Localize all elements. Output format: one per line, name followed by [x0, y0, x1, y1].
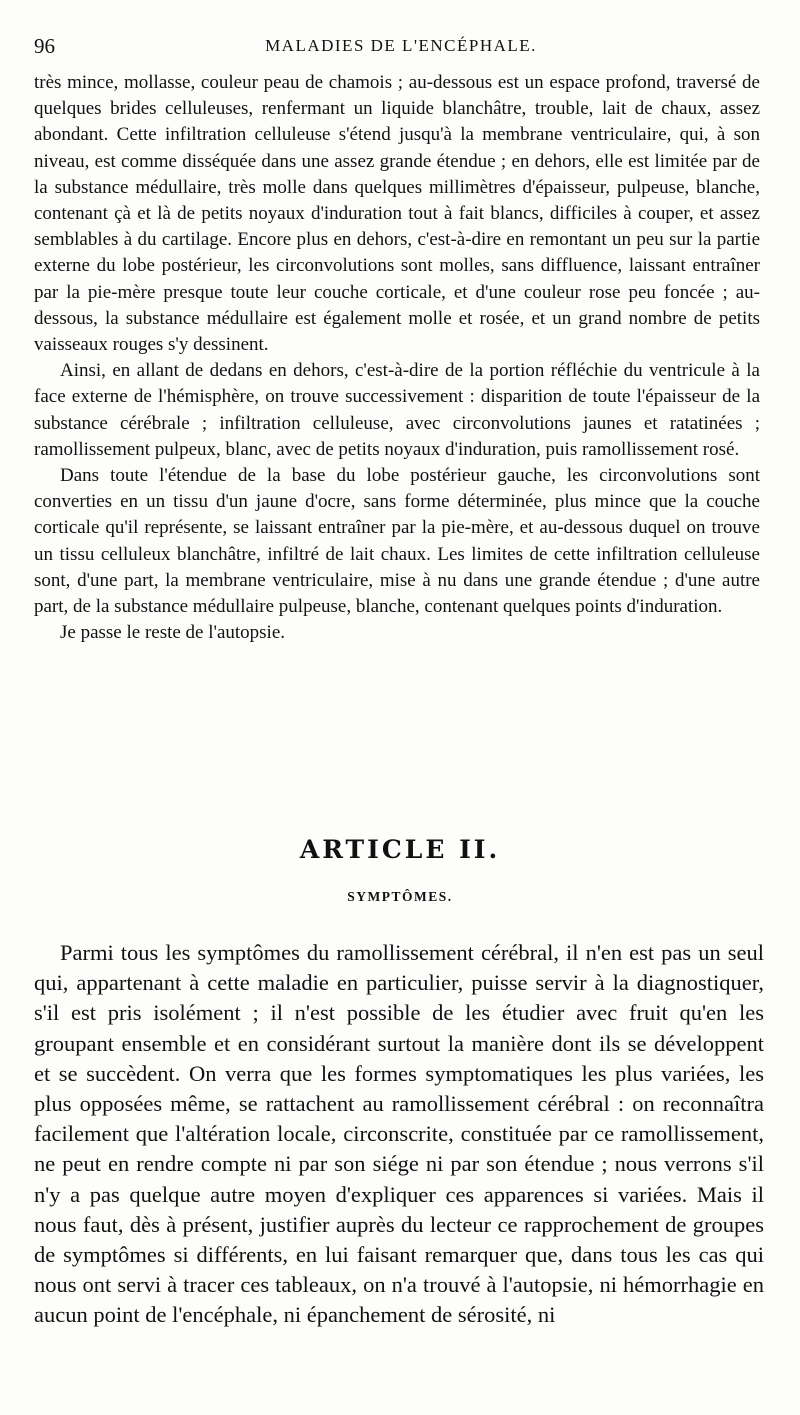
symptoms-text: [34, 938, 764, 1331]
running-title: MALADIES DE L'ENCÉPHALE.: [265, 36, 537, 55]
autopsy-text: [34, 70, 760, 646]
paragraph-summary: Ainsi, en allant de dedans en dehors, c'est-à-dire de la portion réfléchie du ventricule à la face externe de l'hémisphère, on trouve successivement : disparition de toute l'épaisseur de la substance cérébrale ; infiltration celluleuse, avec circonvolutions jaunes et ratatinées ; ramollissement pulpeux, blanc, avec de petits noyaux d'induration, puis ramollissement rosé.: [34, 360, 760, 460]
paragraph-base-lobe: Dans toute l'étendue de la base du lobe postérieur gauche, les circonvolutions sont converties en un tissu d'un jaune d'ocre, sans forme déterminée, plus mince que la couche corticale qu'il représente, se laissant entraîner par la pie-mère, et au-dessous duquel on trouve un tissu celluleux blanchâtre, infiltré de lait chaux. Les limites de cette infiltration celluleuse sont, d'une part, la membrane ventriculaire, mise à nu dans une grande étendue ; d'une autre part, de la substance médullaire pulpeuse, blanche, contenant quelques points d'induration.: [34, 465, 760, 618]
paragraph-symptoms: Parmi tous les symptômes du ramollissement cérébral, il n'en est pas un seul qui, appartenant à cette maladie en particulier, puisse servir à la diagnostiquer, s'il est pris isolément ; il n'est possible de les étudier avec fruit qu'en les groupant ensemble et en considérant surtout la manière dont ils se développent et se succèdent. On verra que les formes symptomatiques les plus variées, les plus opposées même, se rattachent au ramollissement cérébral : on reconnaîtra facilement que l'altération locale, circonscrite, constituée par ce ramollissement, ne peut en rendre compte ni par son siége ni par son étendue ; nous verrons s'il n'y a pas quelque autre moyen d'expliquer ces apparences si variées. Mais il nous faut, dès à présent, justifier auprès du lecteur ce rapprochement de groupes de symptômes si différents, en lui faisant remarquer que, dans tous les cas qui nous ont servi à tracer ces tableaux, on n'a trouvé à l'autopsie, ni hémorrhagie en aucun point de l'encéphale, ni épanchement de sérosité, ni: [34, 940, 764, 1328]
page-number: 96: [34, 34, 55, 58]
running-head: [30, 34, 772, 60]
article-title: ARTICLE II.: [299, 835, 501, 864]
paragraph-closing: Je passe le reste de l'autopsie.: [60, 622, 286, 644]
section-title: SYMPTÔMES.: [347, 889, 453, 904]
paragraph-continued: très mince, mollasse, couleur peau de chamois ; au-dessous est un espace profond, traversé de quelques brides celluleuses, renfermant un liquide blanchâtre, trouble, lait de chaux, assez abondant. Cette infiltration celluleuse s'étend jusqu'à la membrane ventriculaire, qui, à son niveau, est comme disséquée dans une assez grande étendue ; en dehors, elle est limitée par de la substance médullaire, très molle dans quelques millimètres d'épaisseur, pulpeuse, blanche, contenant çà et là de petits noyaux d'induration tout à fait blancs, difficiles à couper, et assez semblables à du cartilage. Encore plus en dehors, c'est-à-dire en remontant un peu sur la partie externe du lobe postérieur, les circonvolutions sont molles, sans diffluence, laissant entraîner par la pie-mère presque toute leur couche corticale, et d'une couleur rose peu foncée ; au-dessous, la substance médullaire est également molle et rosée, et un grand nombre de petits vaisseaux rouges s'y dessinent.: [34, 72, 760, 356]
